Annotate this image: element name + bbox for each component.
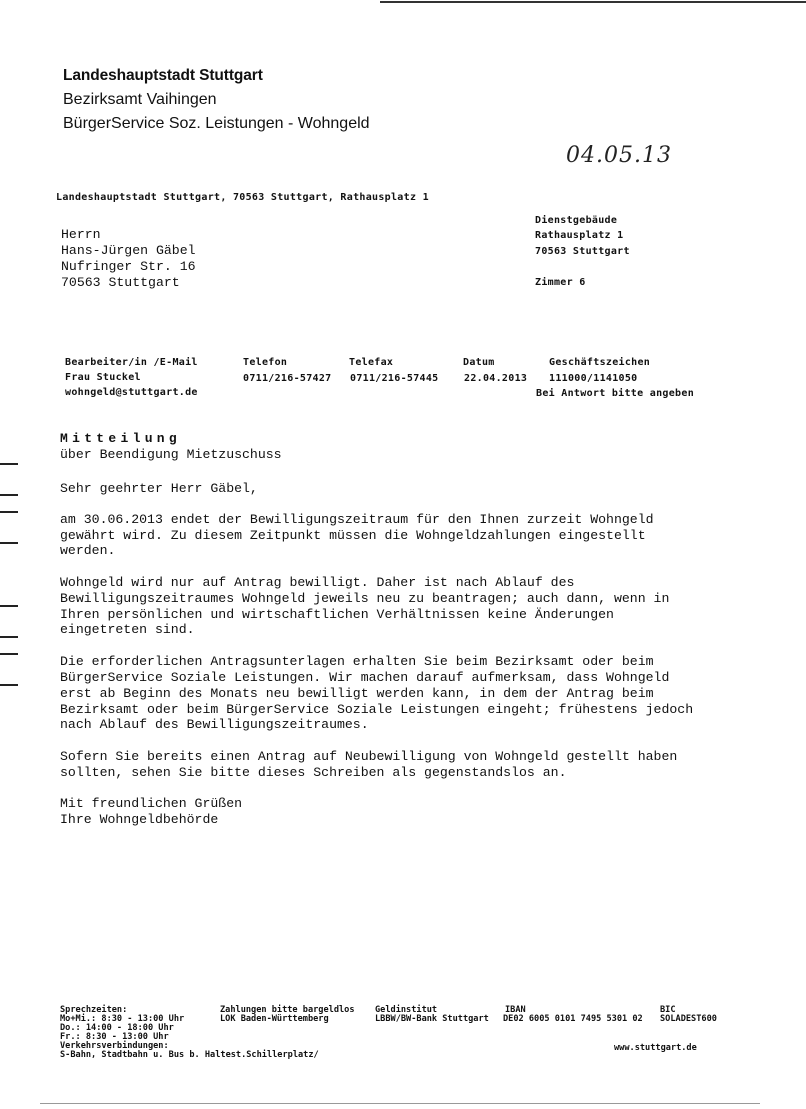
ref-header-date: Datum bbox=[463, 357, 495, 368]
footer-iban-label: IBAN bbox=[505, 1005, 526, 1015]
paragraph-3-line: BürgerService Soziale Leistungen. Wir machen darauf aufmerksam, dass Wohngeld bbox=[60, 670, 670, 685]
footer-hours-line: Mo+Mi.: 8:30 - 13:00 Uhr bbox=[60, 1014, 185, 1024]
margin-mark bbox=[0, 636, 18, 638]
ref-clerk: Frau Stuckel bbox=[65, 372, 141, 383]
paragraph-1-line: gewährt wird. Zu diesem Zeitpunkt müssen die Wohngeldzahlungen eingestellt bbox=[60, 528, 646, 543]
footer-transport: S-Bahn, Stadtbahn u. Bus b. Haltest.Schillerplatz/ bbox=[60, 1050, 319, 1060]
office-city: 70563 Stuttgart bbox=[535, 246, 630, 257]
margin-mark bbox=[0, 653, 18, 655]
footer-iban: DE02 6005 0101 7495 5301 02 bbox=[503, 1014, 643, 1024]
ref-header-clerk: Bearbeiter/in /E-Mail bbox=[65, 357, 198, 368]
footer-transport-title: Verkehrsverbindungen: bbox=[60, 1041, 169, 1051]
footer-website[interactable]: www.stuttgart.de bbox=[614, 1043, 697, 1053]
paragraph-2-line: Wohngeld wird nur auf Antrag bewilligt. Daher ist nach Ablauf des bbox=[60, 575, 575, 590]
footer-payment-line-2: LOK Baden-Württemberg bbox=[220, 1014, 329, 1024]
margin-mark bbox=[0, 463, 18, 465]
paragraph-1-line: am 30.06.2013 endet der Bewilligungszeitraum für den Ihnen zurzeit Wohngeld bbox=[60, 512, 654, 527]
paragraph-1-line: werden. bbox=[60, 543, 116, 558]
office-label: Dienstgebäude bbox=[535, 215, 618, 226]
footer-hours-title: Sprechzeiten: bbox=[60, 1005, 128, 1015]
office-room: Zimmer 6 bbox=[535, 277, 586, 288]
footer-payment-line-1: Zahlungen bitte bargeldlos bbox=[220, 1005, 355, 1015]
ref-header-fax: Telefax bbox=[349, 357, 394, 368]
greeting: Sehr geehrter Herr Gäbel, bbox=[60, 481, 258, 496]
margin-mark bbox=[0, 494, 18, 496]
closing-line-1: Mit freundlichen Grüßen bbox=[60, 796, 243, 811]
ref-header-phone: Telefon bbox=[243, 357, 288, 368]
scan-edge-bottom bbox=[40, 1103, 760, 1104]
footer-bic-label: BIC bbox=[660, 1005, 676, 1015]
footer-hours-line: Fr.: 8:30 - 13:00 Uhr bbox=[60, 1032, 169, 1042]
subject-subtitle: über Beendigung Mietzuschuss bbox=[60, 447, 282, 462]
scan-edge-top bbox=[380, 1, 806, 3]
ref-phone: 0711/216-57427 bbox=[243, 373, 332, 384]
paragraph-3-line: nach Ablauf des Bewilligungszeitraumes. bbox=[60, 717, 369, 732]
ref-fax: 0711/216-57445 bbox=[350, 373, 439, 384]
closing-line-2: Ihre Wohngeldbehörde bbox=[60, 812, 219, 827]
footer-bank-label: Geldinstitut bbox=[375, 1005, 438, 1015]
ref-reference: 111000/1141050 bbox=[549, 373, 638, 384]
margin-mark bbox=[0, 511, 18, 513]
letterhead-city: Landeshauptstadt Stuttgart bbox=[63, 67, 263, 84]
recipient-salutation: Herrn bbox=[61, 227, 101, 242]
recipient-street: Nufringer Str. 16 bbox=[61, 259, 196, 274]
margin-mark bbox=[0, 684, 18, 686]
paragraph-2-line: eingetreten sind. bbox=[60, 622, 195, 637]
paragraph-3-line: erst ab Beginn des Monats neu bewilligt werden kann, in dem der Antrag beim bbox=[60, 686, 654, 701]
paragraph-3-line: Bezirksamt oder beim BürgerService Soziale Leistungen eingeht; frühestens jedoch bbox=[60, 702, 694, 717]
ref-date: 22.04.2013 bbox=[464, 373, 528, 384]
office-street: Rathausplatz 1 bbox=[535, 230, 624, 241]
handwritten-date: 04.05.13 bbox=[566, 143, 672, 168]
subject-title: Mitteilung bbox=[60, 431, 182, 446]
ref-email: wohngeld@stuttgart.de bbox=[65, 387, 198, 398]
footer-hours-line: Do.: 14:00 - 18:00 Uhr bbox=[60, 1023, 174, 1033]
letterhead-department: BürgerService Soz. Leistungen - Wohngeld bbox=[63, 115, 370, 132]
footer-bic: SOLADEST600 bbox=[660, 1014, 717, 1024]
paragraph-4-line: Sofern Sie bereits einen Antrag auf Neubewilligung von Wohngeld gestellt haben bbox=[60, 749, 678, 764]
recipient-city: 70563 Stuttgart bbox=[61, 275, 180, 290]
return-address: Landeshauptstadt Stuttgart, 70563 Stuttgart, Rathausplatz 1 bbox=[56, 192, 429, 203]
paragraph-2-line: Bewilligungszeitraumes Wohngeld jeweils neu zu beantragen; auch dann, wenn in bbox=[60, 591, 670, 606]
recipient-name: Hans-Jürgen Gäbel bbox=[61, 243, 196, 258]
margin-mark bbox=[0, 605, 18, 607]
paragraph-4-line: sollten, sehen Sie bitte dieses Schreiben als gegenstandslos an. bbox=[60, 765, 567, 780]
ref-reply-note: Bei Antwort bitte angeben bbox=[536, 388, 695, 399]
margin-mark bbox=[0, 542, 18, 544]
paragraph-2-line: Ihren persönlichen und wirtschaftlichen Verhältnissen keine Änderungen bbox=[60, 607, 614, 622]
ref-header-reference: Geschäftszeichen bbox=[549, 357, 651, 368]
footer-bank-name: LBBW/BW-Bank Stuttgart bbox=[375, 1014, 489, 1024]
letterhead-district-office: Bezirksamt Vaihingen bbox=[63, 91, 217, 108]
paragraph-3-line: Die erforderlichen Antragsunterlagen erhalten Sie beim Bezirksamt oder beim bbox=[60, 654, 654, 669]
